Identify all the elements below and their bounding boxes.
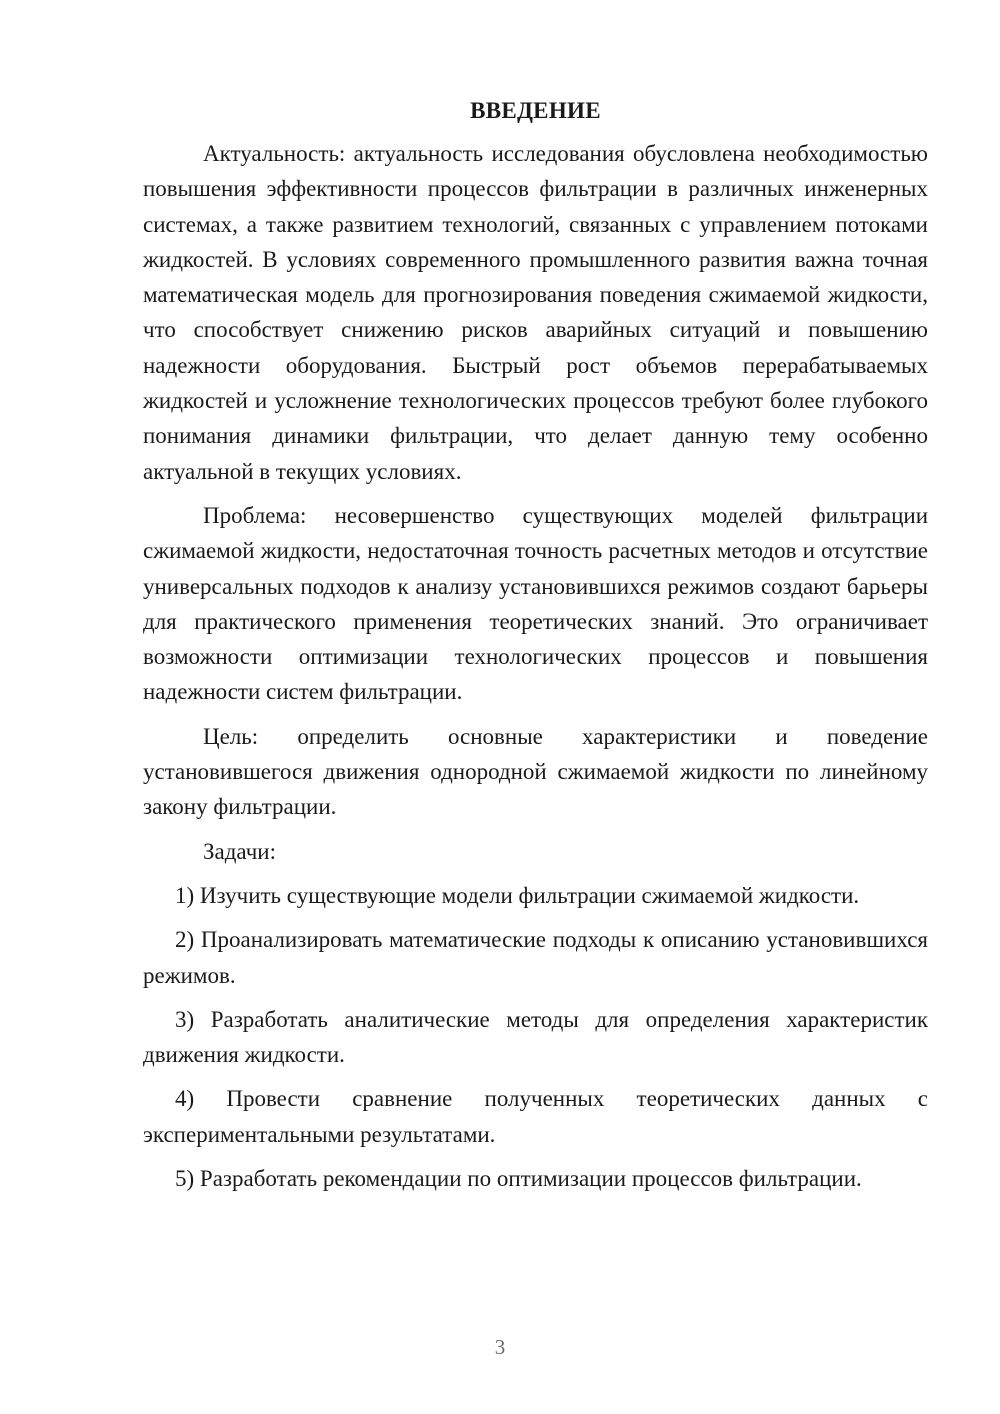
tasks-heading: Задачи: [203, 838, 276, 864]
page-content [143, 96, 928, 1205]
problem-paragraph: Проблема: несовершенство существующих моделей фильтрации сжимаемой жидкости, недостаточная точность расчетных методов и отсутствие универсальных подходов к анализу установившихся режимов создают барьеры для практического применения теоретических знаний. Это ограничивает возможности оптимизации технологических процессов и повышения надежности систем фильтрации. [143, 502, 928, 705]
task-item: 4) Провести сравнение полученных теоретических данных с экспериментальными результатами. [143, 1086, 928, 1147]
goal-paragraph: Цель: определить основные характеристики и поведение установившегося движения однородной сжимаемой жидкости по линейному закону фильтрации. [143, 723, 928, 820]
section-title: ВВЕДЕНИЕ [470, 98, 601, 123]
task-item: 2) Проанализировать математические подходы к описанию установившихся режимов. [143, 927, 928, 988]
relevance-paragraph: Актуальность: актуальность исследования обусловлена необходимостью повышения эффективности процессов фильтрации в различных инженерных системах, а также развитием технологий, связанных с управлением потоками жидкостей. В условиях современного промышленного развития важна точная математическая модель для прогнозирования поведения сжимаемой жидкости, что способствует снижению рисков аварийных ситуаций и повышению надежности оборудования. Быстрый рост объемов перерабатываемых жидкостей и усложнение технологических процессов требуют более глубокого понимания динамики фильтрации, что делает данную тему особенно актуальной в текущих условиях. [143, 141, 928, 484]
task-item: 1) Изучить существующие модели фильтрации сжимаемой жидкости. [175, 882, 860, 908]
task-item: 5) Разработать рекомендации по оптимизации процессов фильтрации. [175, 1166, 862, 1192]
page-number: 3 [494, 1335, 506, 1359]
task-item: 3) Разработать аналитические методы для определения характеристик движения жидкости. [143, 1006, 928, 1068]
